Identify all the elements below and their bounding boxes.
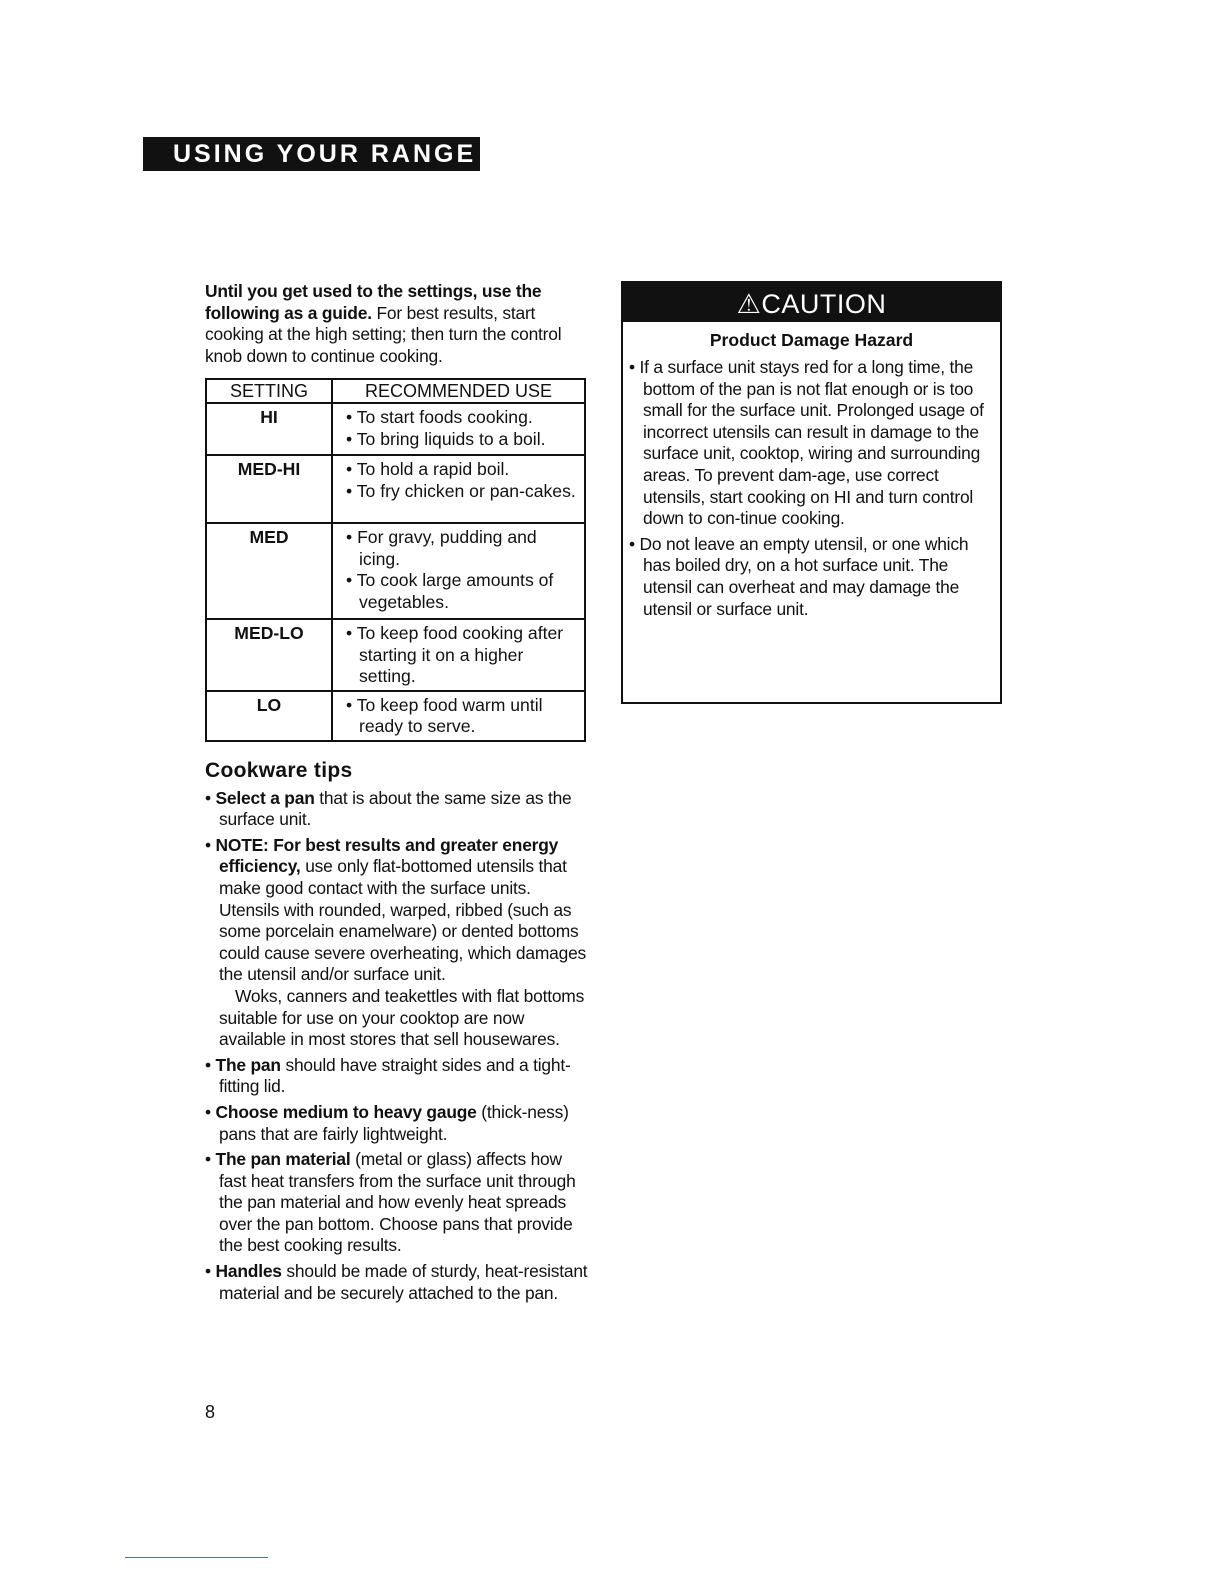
warning-triangle-icon: ⚠ — [736, 289, 762, 319]
setting-cell: MED-LO — [206, 619, 332, 691]
header-recommended-use: RECOMMENDED USE — [332, 379, 585, 403]
use-item: • For gravy, pudding and icing. — [346, 527, 537, 569]
intro-text: For best results, start cooking at the high setting; then turn the control knob down to continue cooking. — [205, 302, 562, 366]
setting-cell: HI — [206, 403, 332, 455]
caution-header: ⚠CAUTION — [623, 283, 1000, 322]
use-item: • To start foods cooking. — [346, 407, 533, 427]
table-row — [206, 403, 585, 455]
settings-table — [205, 378, 586, 742]
header-setting: SETTING — [206, 379, 332, 403]
footer-rule — [125, 1557, 268, 1558]
intro-paragraph — [205, 281, 590, 367]
caution-bullet: • Do not leave an empty utensil, or one which has boiled dry, on a hot surface unit. The utensil can overheat and may damage the utensil or surface unit. — [629, 533, 969, 619]
setting-cell: MED-HI — [206, 455, 332, 523]
use-item: • To hold a rapid boil. — [346, 459, 510, 479]
use-item: • To fry chicken or pan-cakes. — [346, 480, 576, 501]
tip-item: • Select a pan that is about the same size as the surface unit. — [205, 787, 572, 830]
intro-bold: Until you get used to the settings, use the following as a guide. — [205, 281, 542, 323]
caution-subtitle: Product Damage Hazard — [709, 330, 914, 350]
tip-item: • NOTE: For best results and greater energy efficiency, use only flat-bottomed utensils that make good contact with the surface units. Utensils with rounded, warped, ribbed (such as some porcelain enamelware) or dented bottoms could cause severe overheating, which damages the utensil and/or surface unit. — [205, 834, 587, 985]
table-row — [206, 455, 585, 523]
use-item: • To keep food warm until ready to serve. — [346, 694, 543, 737]
tip-note: Woks, canners and teakettles with flat bottoms suitable for use on your cooktop are now available in most stores that sell housewares. — [219, 985, 585, 1050]
use-item: • To cook large amounts of vegetables. — [346, 570, 554, 612]
cookware-tips — [205, 760, 590, 1308]
table-row — [206, 691, 585, 741]
tip-item: • Handles should be made of sturdy, heat-resistant material and be securely attached to the pan. — [205, 1261, 588, 1303]
section-banner: USING YOUR RANGE — [143, 137, 480, 171]
page-number: 8 — [205, 1402, 216, 1422]
use-item: • To bring liquids to a boil. — [346, 428, 546, 449]
setting-cell: MED — [206, 523, 332, 619]
table-row — [206, 523, 585, 619]
caution-box — [621, 281, 1002, 704]
caution-bullet: • If a surface unit stays red for a long time, the bottom of the pan is not flat enough or is too small for the surface unit. Prolonged usage of incorrect utensils can result in damage to the surface unit, cooktop, wiring and surrounding areas. To prevent dam-age, use correct utensils, start cooking on HI and turn control down to con-tinue cooking. — [629, 357, 984, 529]
use-item: • To keep food cooking after starting it on a higher setting. — [346, 623, 564, 687]
setting-cell: LO — [206, 691, 332, 741]
table-row — [206, 619, 585, 691]
tip-item: • The pan should have straight sides and a tight-fitting lid. — [205, 1054, 571, 1097]
tip-item: • The pan material (metal or glass) affects how fast heat transfers from the surface unit through the pan material and how evenly heat spreads over the pan bottom. Choose pans that provide the best cooking results. — [205, 1149, 576, 1256]
cookware-title: Cookware tips — [205, 759, 353, 782]
tip-item: • Choose medium to heavy gauge (thick-ness) pans that are fairly lightweight. — [205, 1101, 569, 1144]
table-header — [206, 379, 585, 403]
